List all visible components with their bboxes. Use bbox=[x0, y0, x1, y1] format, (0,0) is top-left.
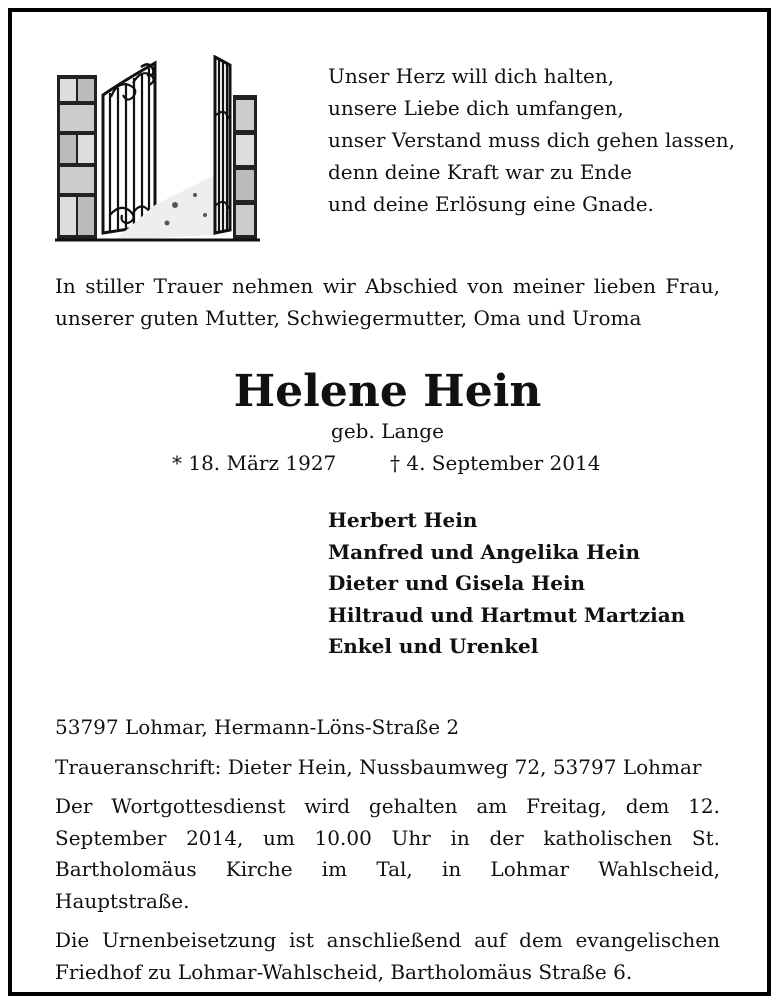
burial-info: Die Urnenbeisetzung ist anschließend auf dem evangelischen Friedhof zu Lohmar-Wahlscheid, Bartholomäus Straße 6. bbox=[55, 928, 720, 984]
mourning-address: Traueranschrift: Dieter Hein, Nussbaumweg 72, 53797 Lohmar bbox=[55, 754, 702, 779]
mourner-name: Enkel und Urenkel bbox=[328, 634, 539, 658]
mourner-name: Herbert Hein bbox=[328, 508, 478, 532]
poem-line: unsere Liebe dich umfangen, bbox=[328, 96, 624, 120]
open-gate-icon bbox=[55, 55, 260, 245]
intro-line: In stiller Trauer nehmen wir Abschied von meiner lieben Frau, bbox=[55, 274, 720, 298]
poem-line: und deine Erlösung eine Gnade. bbox=[328, 192, 654, 216]
info-section bbox=[55, 712, 720, 996]
poem-line: Unser Herz will dich halten, bbox=[328, 64, 615, 88]
birth-name: geb. Lange bbox=[331, 419, 444, 443]
mourner-name: Dieter und Gisela Hein bbox=[328, 571, 586, 595]
poem-line: denn deine Kraft war zu Ende bbox=[328, 160, 632, 184]
intro-text bbox=[55, 270, 720, 334]
mourner-name: Manfred und Angelika Hein bbox=[328, 539, 640, 564]
poem bbox=[328, 60, 735, 220]
address: 53797 Lohmar, Hermann-Löns-Straße 2 bbox=[55, 715, 460, 739]
intro-line: unserer guten Mutter, Schwiegermutter, Oma und Uroma bbox=[55, 306, 642, 330]
poem-line: unser Verstand muss dich gehen lassen, bbox=[328, 128, 735, 152]
mourner-name: Hiltraud und Hartmut Martzian bbox=[328, 602, 686, 627]
service-info: Der Wortgottesdienst wird gehalten am Freitag, dem 12. September 2014, um 10.00 Uhr in der katholischen St. Bartholomäus Kirche im Tal, in Lohmar Wahlscheid, Hauptstraße. bbox=[55, 794, 720, 913]
mourners-list bbox=[328, 505, 685, 663]
birth-date: * 18. März 1927 bbox=[172, 451, 337, 475]
deceased-name: Helene Hein bbox=[233, 366, 542, 417]
death-date: † 4. September 2014 bbox=[390, 451, 601, 475]
